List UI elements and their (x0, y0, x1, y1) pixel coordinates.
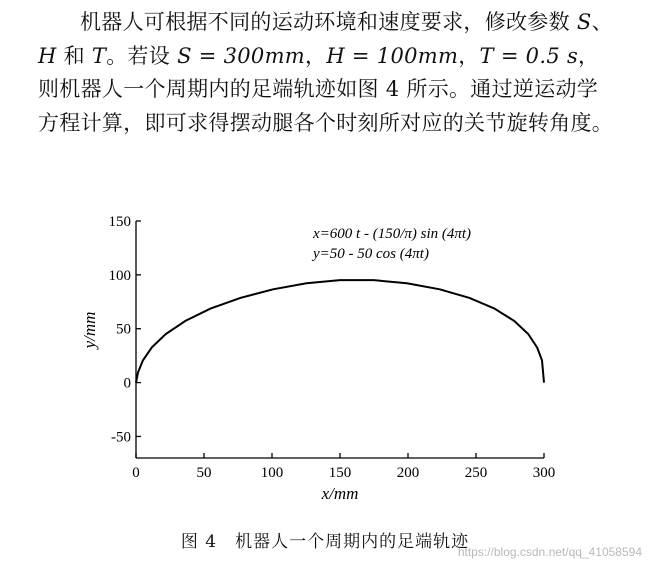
eq-s: S = 300mm (177, 43, 306, 68)
annotation-x-equation: x=600 t - (150/π) sin (4πt) (313, 226, 472, 242)
y-tick-label: 50 (116, 321, 131, 338)
figure-caption-text: 机器人一个周期内的足端轨迹 (235, 532, 470, 552)
x-tick-label: 250 (464, 465, 488, 481)
conjunction: 和 (56, 43, 92, 68)
paragraph-text-1: 机器人可根据不同的运动环境和速度要求，修改参数 (80, 10, 577, 34)
x-tick-label: 100 (260, 465, 284, 481)
x-tick-label: 300 (532, 465, 556, 481)
separator: 、 (591, 10, 613, 34)
y-tick-label: 150 (108, 214, 131, 230)
watermark-text: https://blog.csdn.net/qq_41058594 (457, 545, 642, 559)
x-tick-label: 50 (196, 465, 212, 481)
paragraph-text-2: 。若设 (106, 43, 178, 68)
var-t: T (91, 43, 107, 68)
comma-1: ， (305, 43, 327, 68)
annotation-y-equation: y=50 - 50 cos (4πt) (313, 246, 429, 262)
x-axis-label: x/mm (321, 484, 359, 503)
y-tick-label: 0 (123, 375, 131, 392)
y-axis-label: y/mm (80, 311, 99, 349)
paragraph-text-3: ，则机器人一个周期内的足端轨迹如图 4 所示。通过逆运动学方程计算，即可求得摆动腿各个时刻所对应的关节旋转角度。 (38, 43, 614, 135)
trajectory-line (136, 280, 544, 383)
x-tick-label: 150 (328, 465, 352, 481)
x-tick-label: 200 (396, 465, 420, 481)
var-h: H (38, 43, 57, 68)
x-tick-label: 0 (132, 465, 140, 481)
figure-number: 图 4 (180, 532, 218, 552)
y-tick-label: 100 (108, 267, 131, 284)
eq-t: T = 0.5 s (479, 43, 579, 68)
var-s: S (576, 10, 592, 34)
y-tick-label: -50 (111, 429, 131, 446)
comma-2: ， (458, 43, 480, 68)
eq-h: H = 100mm (326, 43, 459, 68)
